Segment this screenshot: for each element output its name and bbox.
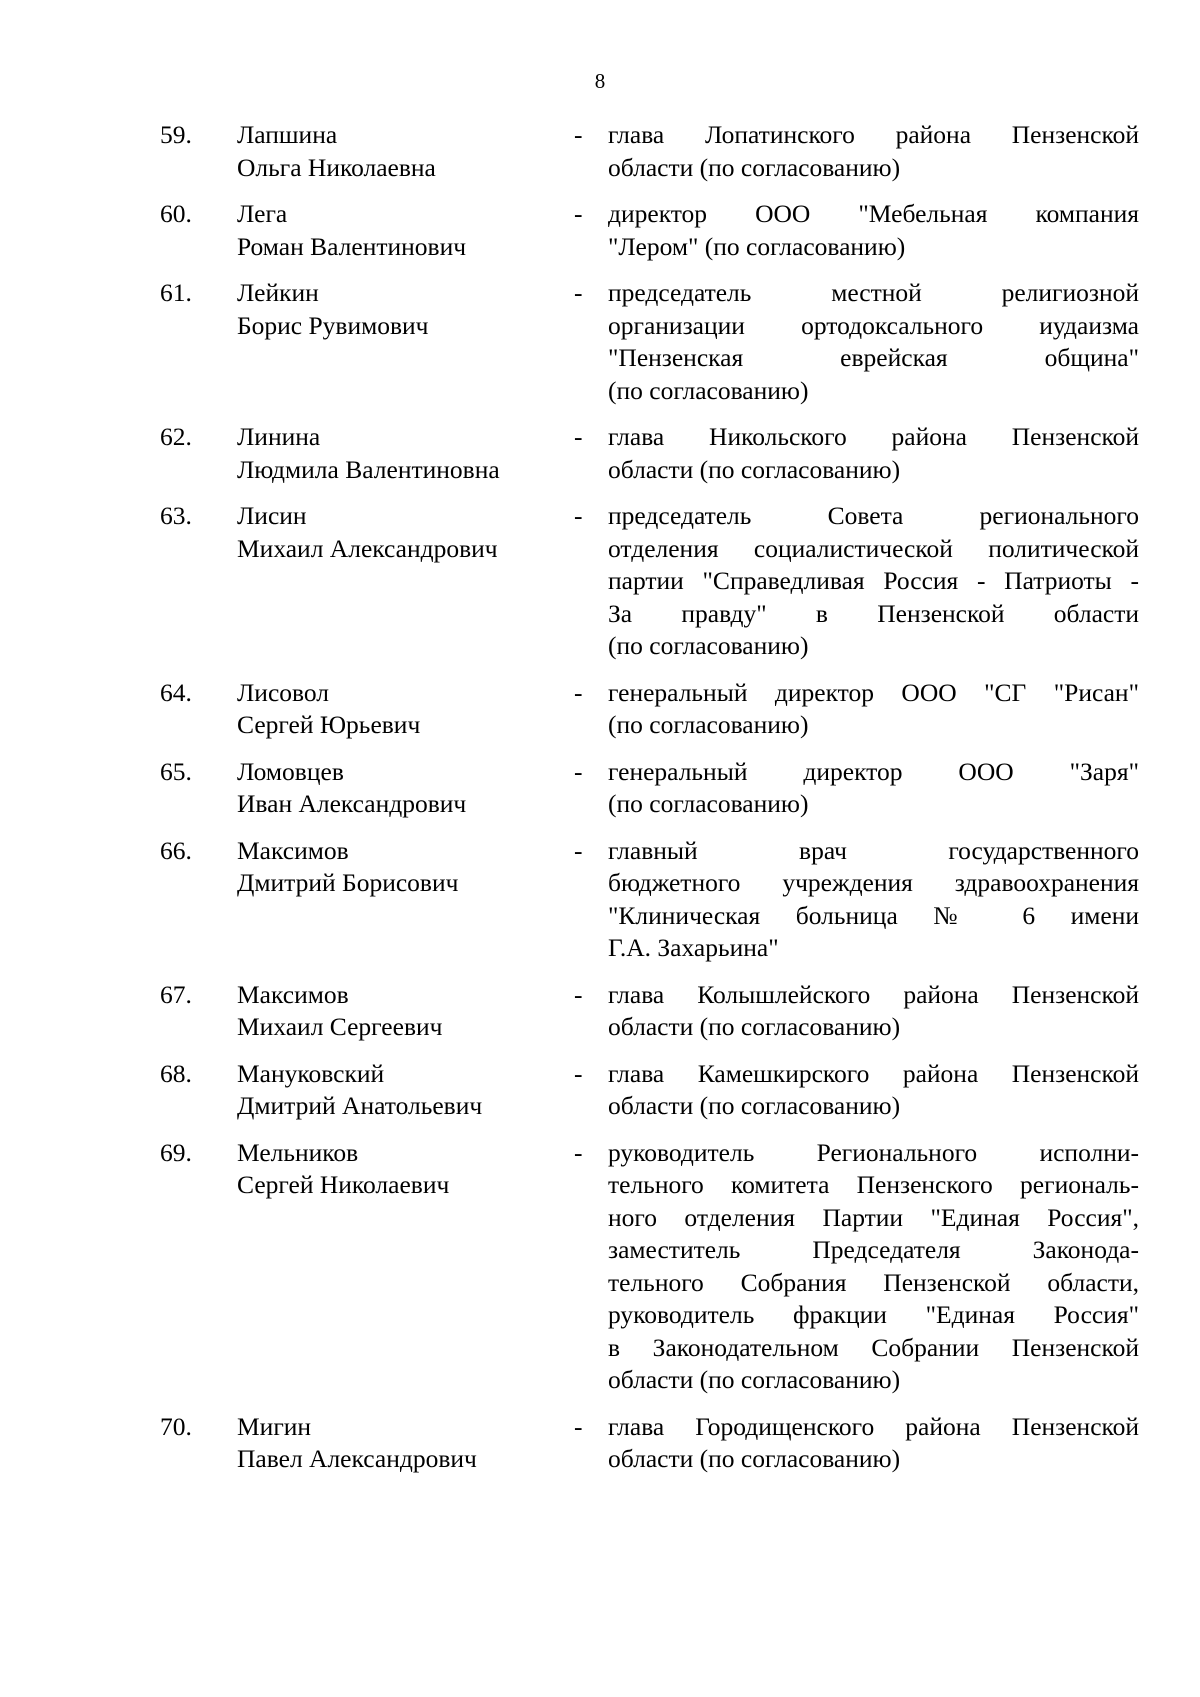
separator-dash: - [574, 756, 583, 786]
entry-number: 63. [160, 501, 192, 530]
role-line: "Пензенская еврейская община" [608, 343, 1139, 372]
person-surname: Лейкин [237, 278, 319, 307]
person-name [237, 835, 557, 900]
list-item [0, 1411, 1200, 1476]
entry-number: 70. [160, 1411, 192, 1441]
role-line: главный врач государственного [608, 835, 1139, 865]
person-given-names: Сергей Николаевич [237, 1170, 450, 1199]
role-line: (по согласованию) [608, 375, 809, 405]
person-given-names: Михаил Сергеевич [237, 1012, 443, 1041]
role-line: организации ортодоксального иудаизма [608, 310, 1139, 340]
person-surname: Ломовцев [237, 756, 344, 786]
person-role [608, 979, 1139, 1044]
list-item [0, 277, 1200, 407]
person-surname: Мигин [237, 1411, 312, 1441]
separator-dash: - [574, 835, 583, 865]
separator-dash: - [574, 1137, 583, 1167]
role-line: бюджетного учреждения здравоохранения [608, 868, 1139, 897]
page-number: 8 [594, 69, 606, 93]
role-line: отделения социалистической политической [608, 533, 1139, 563]
role-line: (по согласованию) [608, 710, 809, 739]
entry-number: 59. [160, 120, 192, 149]
role-line: руководитель фракции "Единая Россия" [608, 1300, 1139, 1329]
role-line: генеральный директор ООО "Заря" [608, 756, 1139, 786]
person-surname: Линина [237, 422, 321, 451]
separator-dash: - [574, 422, 583, 451]
entry-number: 68. [160, 1058, 192, 1088]
person-name [237, 198, 557, 263]
separator-dash: - [574, 1058, 583, 1088]
person-name [237, 677, 557, 742]
person-role [608, 119, 1139, 184]
person-name [237, 421, 557, 486]
person-surname: Мельников [237, 1137, 359, 1167]
role-line: в Законодательном Собрании Пензенской [608, 1332, 1139, 1362]
role-line: (по согласованию) [608, 631, 809, 660]
list-item [0, 835, 1200, 965]
role-line: глава Никольского района Пензенской [608, 422, 1139, 451]
role-line: области (по согласованию) [608, 1444, 901, 1473]
person-name [237, 1137, 557, 1202]
person-name [237, 1411, 557, 1476]
person-given-names: Борис Рувимович [237, 310, 429, 340]
role-line: тельного комитета Пензенского региональ- [608, 1170, 1139, 1199]
person-given-names: Роман Валентинович [237, 231, 467, 261]
role-line: Г.А. Захарьина" [608, 933, 779, 962]
role-line: председатель Совета регионального [608, 501, 1139, 530]
entry-number: 60. [160, 199, 192, 228]
separator-dash: - [574, 979, 583, 1009]
person-surname: Лапшина [237, 120, 338, 149]
role-line: За правду" в Пензенской области [608, 598, 1139, 628]
person-surname: Лега [237, 199, 288, 228]
separator-dash: - [574, 1411, 583, 1441]
role-line: области (по согласованию) [608, 152, 901, 182]
person-role [608, 1058, 1139, 1123]
list-item [0, 677, 1200, 742]
role-line: председатель местной религиозной [608, 278, 1139, 307]
role-line: заместитель Председателя Законода- [608, 1235, 1139, 1264]
person-given-names: Михаил Александрович [237, 533, 498, 563]
role-line: "Лером" (по согласованию) [608, 231, 906, 261]
list-item [0, 119, 1200, 184]
role-line: области (по согласованию) [608, 1091, 901, 1120]
entry-number: 62. [160, 422, 192, 451]
person-name [237, 1058, 557, 1123]
person-role [608, 677, 1139, 742]
person-surname: Максимов [237, 835, 349, 865]
role-line: глава Лопатинского района Пензенской [608, 120, 1139, 149]
role-line: тельного Собрания Пензенской области, [608, 1267, 1139, 1297]
person-given-names: Ольга Николаевна [237, 152, 436, 182]
separator-dash: - [574, 278, 583, 307]
list-item [0, 1137, 1200, 1397]
person-role [608, 500, 1139, 663]
person-given-names: Людмила Валентиновна [237, 454, 500, 484]
entry-number: 61. [160, 278, 192, 307]
person-surname: Лисин [237, 501, 307, 530]
person-role [608, 835, 1139, 965]
person-name [237, 277, 557, 342]
entry-number: 65. [160, 756, 192, 786]
person-role [608, 756, 1139, 821]
list-item [0, 979, 1200, 1044]
entry-number: 64. [160, 677, 192, 707]
member-list [0, 119, 1200, 1490]
separator-dash: - [574, 677, 583, 707]
person-surname: Максимов [237, 979, 349, 1009]
person-given-names: Дмитрий Анатольевич [237, 1091, 483, 1120]
person-role [608, 1411, 1139, 1476]
person-given-names: Иван Александрович [237, 789, 467, 818]
person-role [608, 1137, 1139, 1397]
role-line: глава Камешкирского района Пензенской [608, 1058, 1139, 1088]
person-given-names: Дмитрий Борисович [237, 868, 459, 897]
person-role [608, 277, 1139, 407]
role-line: партии "Справедливая Россия - Патриоты - [608, 566, 1139, 595]
entry-number: 66. [160, 835, 192, 865]
person-given-names: Павел Александрович [237, 1444, 477, 1473]
list-item [0, 198, 1200, 263]
separator-dash: - [574, 199, 583, 228]
person-role [608, 198, 1139, 263]
separator-dash: - [574, 120, 583, 149]
role-line: руководитель Регионального исполни- [608, 1137, 1139, 1167]
person-name [237, 979, 557, 1044]
entry-number: 67. [160, 979, 192, 1009]
list-item [0, 500, 1200, 663]
role-line: области (по согласованию) [608, 454, 901, 484]
separator-dash: - [574, 501, 583, 530]
person-name [237, 119, 557, 184]
role-line: (по согласованию) [608, 789, 809, 818]
role-line: директор ООО "Мебельная компания [608, 199, 1139, 228]
role-line: ного отделения Партии "Единая Россия", [608, 1202, 1139, 1232]
list-item [0, 1058, 1200, 1123]
list-item [0, 756, 1200, 821]
person-name [237, 500, 557, 565]
person-role [608, 421, 1139, 486]
person-given-names: Сергей Юрьевич [237, 710, 421, 739]
role-line: области (по согласованию) [608, 1012, 901, 1041]
person-name [237, 756, 557, 821]
role-line: генеральный директор ООО "СГ "Рисан" [608, 677, 1139, 707]
person-surname: Лисовол [237, 677, 330, 707]
list-item [0, 421, 1200, 486]
person-surname: Мануковский [237, 1058, 385, 1088]
entry-number: 69. [160, 1137, 192, 1167]
role-line: области (по согласованию) [608, 1365, 901, 1394]
role-line: глава Колышлейского района Пензенской [608, 979, 1139, 1009]
role-line: "Клиническая больница № 6 имени [608, 900, 1139, 930]
role-line: глава Городищенского района Пензенской [608, 1411, 1139, 1441]
